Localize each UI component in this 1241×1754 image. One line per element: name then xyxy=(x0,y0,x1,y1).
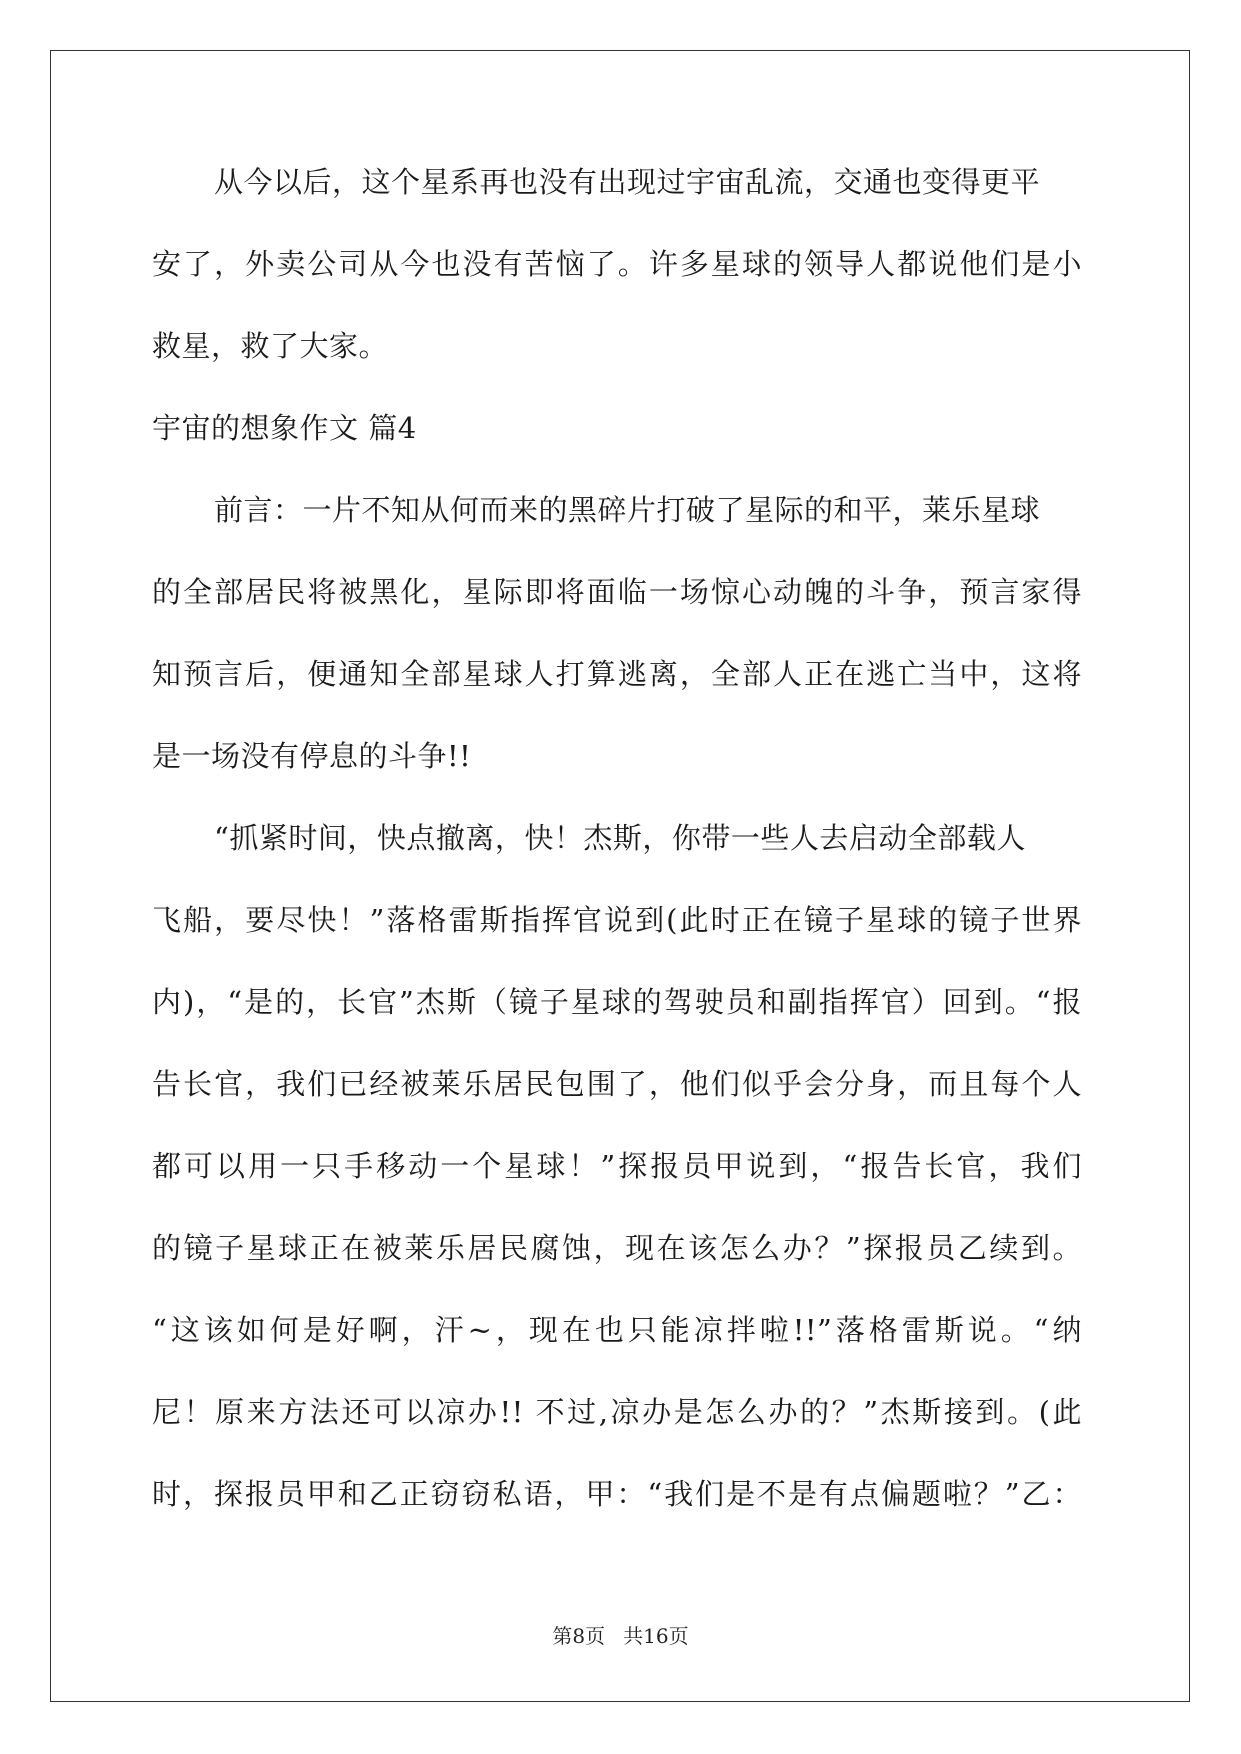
text-line: 内)，“是的，长官”杰斯（镜子星球的驾驶员和副指挥官）回到。“报 xyxy=(152,985,1082,1019)
text-line: 尼！原来方法还可以凉办!! 不过,凉办是怎么办的？”杰斯接到。(此 xyxy=(152,1395,1082,1429)
total-pages: 共16页 xyxy=(623,1624,689,1648)
text-line: 安了，外卖公司从今也没有苦恼了。许多星球的领导人都说他们是小 xyxy=(152,247,1082,281)
text-line: 的镜子星球正在被莱乐居民腐蚀，现在该怎么办？”探报员乙续到。 xyxy=(152,1231,1082,1265)
text-line: 时，探报员甲和乙正窃窃私语，甲：“我们是不是有点偏题啦？”乙： xyxy=(152,1477,1082,1511)
text-line: 前言：一片不知从何而来的黑碎片打破了星际的和平，莱乐星球 xyxy=(214,493,1041,527)
text-line: 从今以后，这个星系再也没有出现过宇宙乱流，交通也变得更平 xyxy=(214,165,1041,199)
text-line: “抓紧时间，快点撤离，快！杰斯，你带一些人去启动全部载人 xyxy=(214,821,1026,855)
current-page-number: 第8页 xyxy=(552,1624,606,1648)
page-footer xyxy=(0,1620,1241,1649)
text-line: 飞船，要尽快！”落格雷斯指挥官说到(此时正在镜子星球的镜子世界 xyxy=(152,903,1082,937)
text-line: 救星，救了大家。 xyxy=(152,329,389,363)
document-body xyxy=(152,162,1082,1556)
section-heading: 宇宙的想象作文 篇4 xyxy=(152,411,417,445)
text-line: “这该如何是好啊，汗~，现在也只能凉拌啦!!”落格雷斯说。“纳 xyxy=(152,1313,1082,1347)
text-line: 都可以用一只手移动一个星球！”探报员甲说到，“报告长官，我们 xyxy=(152,1149,1082,1183)
text-line: 告长官，我们已经被莱乐居民包围了，他们似乎会分身，而且每个人 xyxy=(152,1067,1082,1101)
text-line: 的全部居民将被黑化，星际即将面临一场惊心动魄的斗争，预言家得 xyxy=(152,575,1082,609)
text-line: 知预言后，便通知全部星球人打算逃离，全部人正在逃亡当中，这将 xyxy=(152,657,1082,691)
text-line: 是一场没有停息的斗争!! xyxy=(152,739,472,773)
